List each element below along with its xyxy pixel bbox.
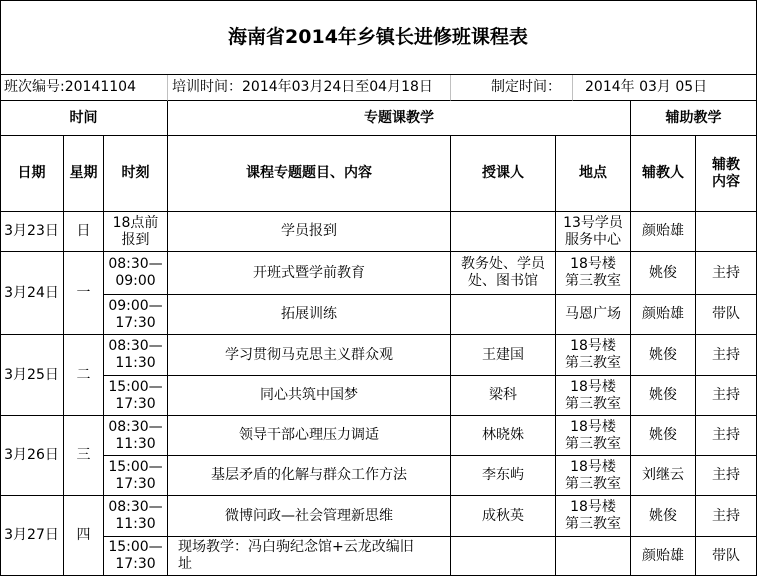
row-place bbox=[556, 537, 631, 576]
row-course: 开班式暨学前教育 bbox=[168, 252, 451, 295]
day-weekday: 四 bbox=[64, 496, 104, 576]
col-aux-content: 辅教 内容 bbox=[696, 136, 757, 212]
row-course: 学习贯彻马克思主义群众观 bbox=[168, 335, 451, 376]
row-aux-teacher: 颜贻雄 bbox=[631, 295, 696, 335]
training-period: 培训时间：2014年03月24日至04月18日 bbox=[168, 75, 451, 101]
row-aux-teacher: 姚俊 bbox=[631, 335, 696, 376]
row-place: 18号楼 第三教室 bbox=[556, 496, 631, 537]
row-aux-content: 主持 bbox=[696, 496, 757, 537]
row-teacher bbox=[451, 537, 556, 576]
col-weekday: 星期 bbox=[64, 136, 104, 212]
day-date: 3月24日 bbox=[0, 252, 64, 335]
row-aux-teacher: 姚俊 bbox=[631, 416, 696, 456]
row-time: 08:30— 11:30 bbox=[104, 335, 168, 376]
row-place: 18号楼 第三教室 bbox=[556, 416, 631, 456]
row-aux-content: 主持 bbox=[696, 376, 757, 416]
row-aux-teacher: 姚俊 bbox=[631, 376, 696, 416]
day-weekday: 日 bbox=[64, 212, 104, 252]
row-teacher: 林晓姝 bbox=[451, 416, 556, 456]
col-aux-teacher: 辅教人 bbox=[631, 136, 696, 212]
row-teacher bbox=[451, 295, 556, 335]
row-aux-content: 主持 bbox=[696, 416, 757, 456]
day-date: 3月26日 bbox=[0, 416, 64, 496]
row-aux-content: 主持 bbox=[696, 252, 757, 295]
col-place: 地点 bbox=[556, 136, 631, 212]
row-course: 微博问政—社会管理新思维 bbox=[168, 496, 451, 537]
row-aux-teacher: 颜贻雄 bbox=[631, 212, 696, 252]
row-aux-content bbox=[696, 212, 757, 252]
col-teacher: 授课人 bbox=[451, 136, 556, 212]
row-time: 15:00— 17:30 bbox=[104, 456, 168, 496]
row-place: 18号楼 第三教室 bbox=[556, 376, 631, 416]
row-aux-content: 主持 bbox=[696, 335, 757, 376]
made-label: 制定时间： bbox=[451, 75, 573, 101]
day-weekday: 二 bbox=[64, 335, 104, 416]
day-date: 3月27日 bbox=[0, 496, 64, 576]
row-aux-content: 带队 bbox=[696, 537, 757, 576]
row-time: 08:30— 11:30 bbox=[104, 496, 168, 537]
row-aux-content: 带队 bbox=[696, 295, 757, 335]
day-weekday: 一 bbox=[64, 252, 104, 335]
row-teacher: 王建国 bbox=[451, 335, 556, 376]
row-time: 18点前 报到 bbox=[104, 212, 168, 252]
row-aux-teacher: 姚俊 bbox=[631, 252, 696, 295]
day-weekday: 三 bbox=[64, 416, 104, 496]
row-course: 学员报到 bbox=[168, 212, 451, 252]
time-group-header: 时间 bbox=[0, 101, 168, 136]
class-number: 班次编号:20141104 bbox=[0, 75, 168, 101]
row-place: 18号楼 第三教室 bbox=[556, 252, 631, 295]
row-aux-content: 主持 bbox=[696, 456, 757, 496]
col-hour: 时刻 bbox=[104, 136, 168, 212]
day-date: 3月23日 bbox=[0, 212, 64, 252]
col-course: 课程专题题目、内容 bbox=[168, 136, 451, 212]
row-teacher: 教务处、学员 处、图书馆 bbox=[451, 252, 556, 295]
row-course: 基层矛盾的化解与群众工作方法 bbox=[168, 456, 451, 496]
row-place: 18号楼 第三教室 bbox=[556, 335, 631, 376]
row-time: 15:00— 17:30 bbox=[104, 537, 168, 576]
row-time: 15:00— 17:30 bbox=[104, 376, 168, 416]
row-time: 08:30— 09:00 bbox=[104, 252, 168, 295]
page-title: 海南省2014年乡镇长进修班课程表 bbox=[0, 0, 757, 75]
row-course: 领导干部心理压力调适 bbox=[168, 416, 451, 456]
row-teacher bbox=[451, 212, 556, 252]
aux-group-header: 辅助教学 bbox=[631, 101, 757, 136]
row-place: 马恩广场 bbox=[556, 295, 631, 335]
row-place: 18号楼 第三教室 bbox=[556, 456, 631, 496]
row-teacher: 李东屿 bbox=[451, 456, 556, 496]
row-course: 现场教学：冯白驹纪念馆+云龙改编旧 址 bbox=[168, 537, 451, 576]
row-course: 拓展训练 bbox=[168, 295, 451, 335]
row-place: 13号学员 服务中心 bbox=[556, 212, 631, 252]
topic-group-header: 专题课教学 bbox=[168, 101, 631, 136]
row-teacher: 成秋英 bbox=[451, 496, 556, 537]
row-aux-teacher: 颜贻雄 bbox=[631, 537, 696, 576]
row-time: 09:00— 17:30 bbox=[104, 295, 168, 335]
row-aux-teacher: 刘继云 bbox=[631, 456, 696, 496]
col-date: 日期 bbox=[0, 136, 64, 212]
row-teacher: 梁科 bbox=[451, 376, 556, 416]
row-course: 同心共筑中国梦 bbox=[168, 376, 451, 416]
made-date: 2014年 03月 05日 bbox=[573, 75, 757, 101]
day-date: 3月25日 bbox=[0, 335, 64, 416]
row-time: 08:30— 11:30 bbox=[104, 416, 168, 456]
row-aux-teacher: 姚俊 bbox=[631, 496, 696, 537]
